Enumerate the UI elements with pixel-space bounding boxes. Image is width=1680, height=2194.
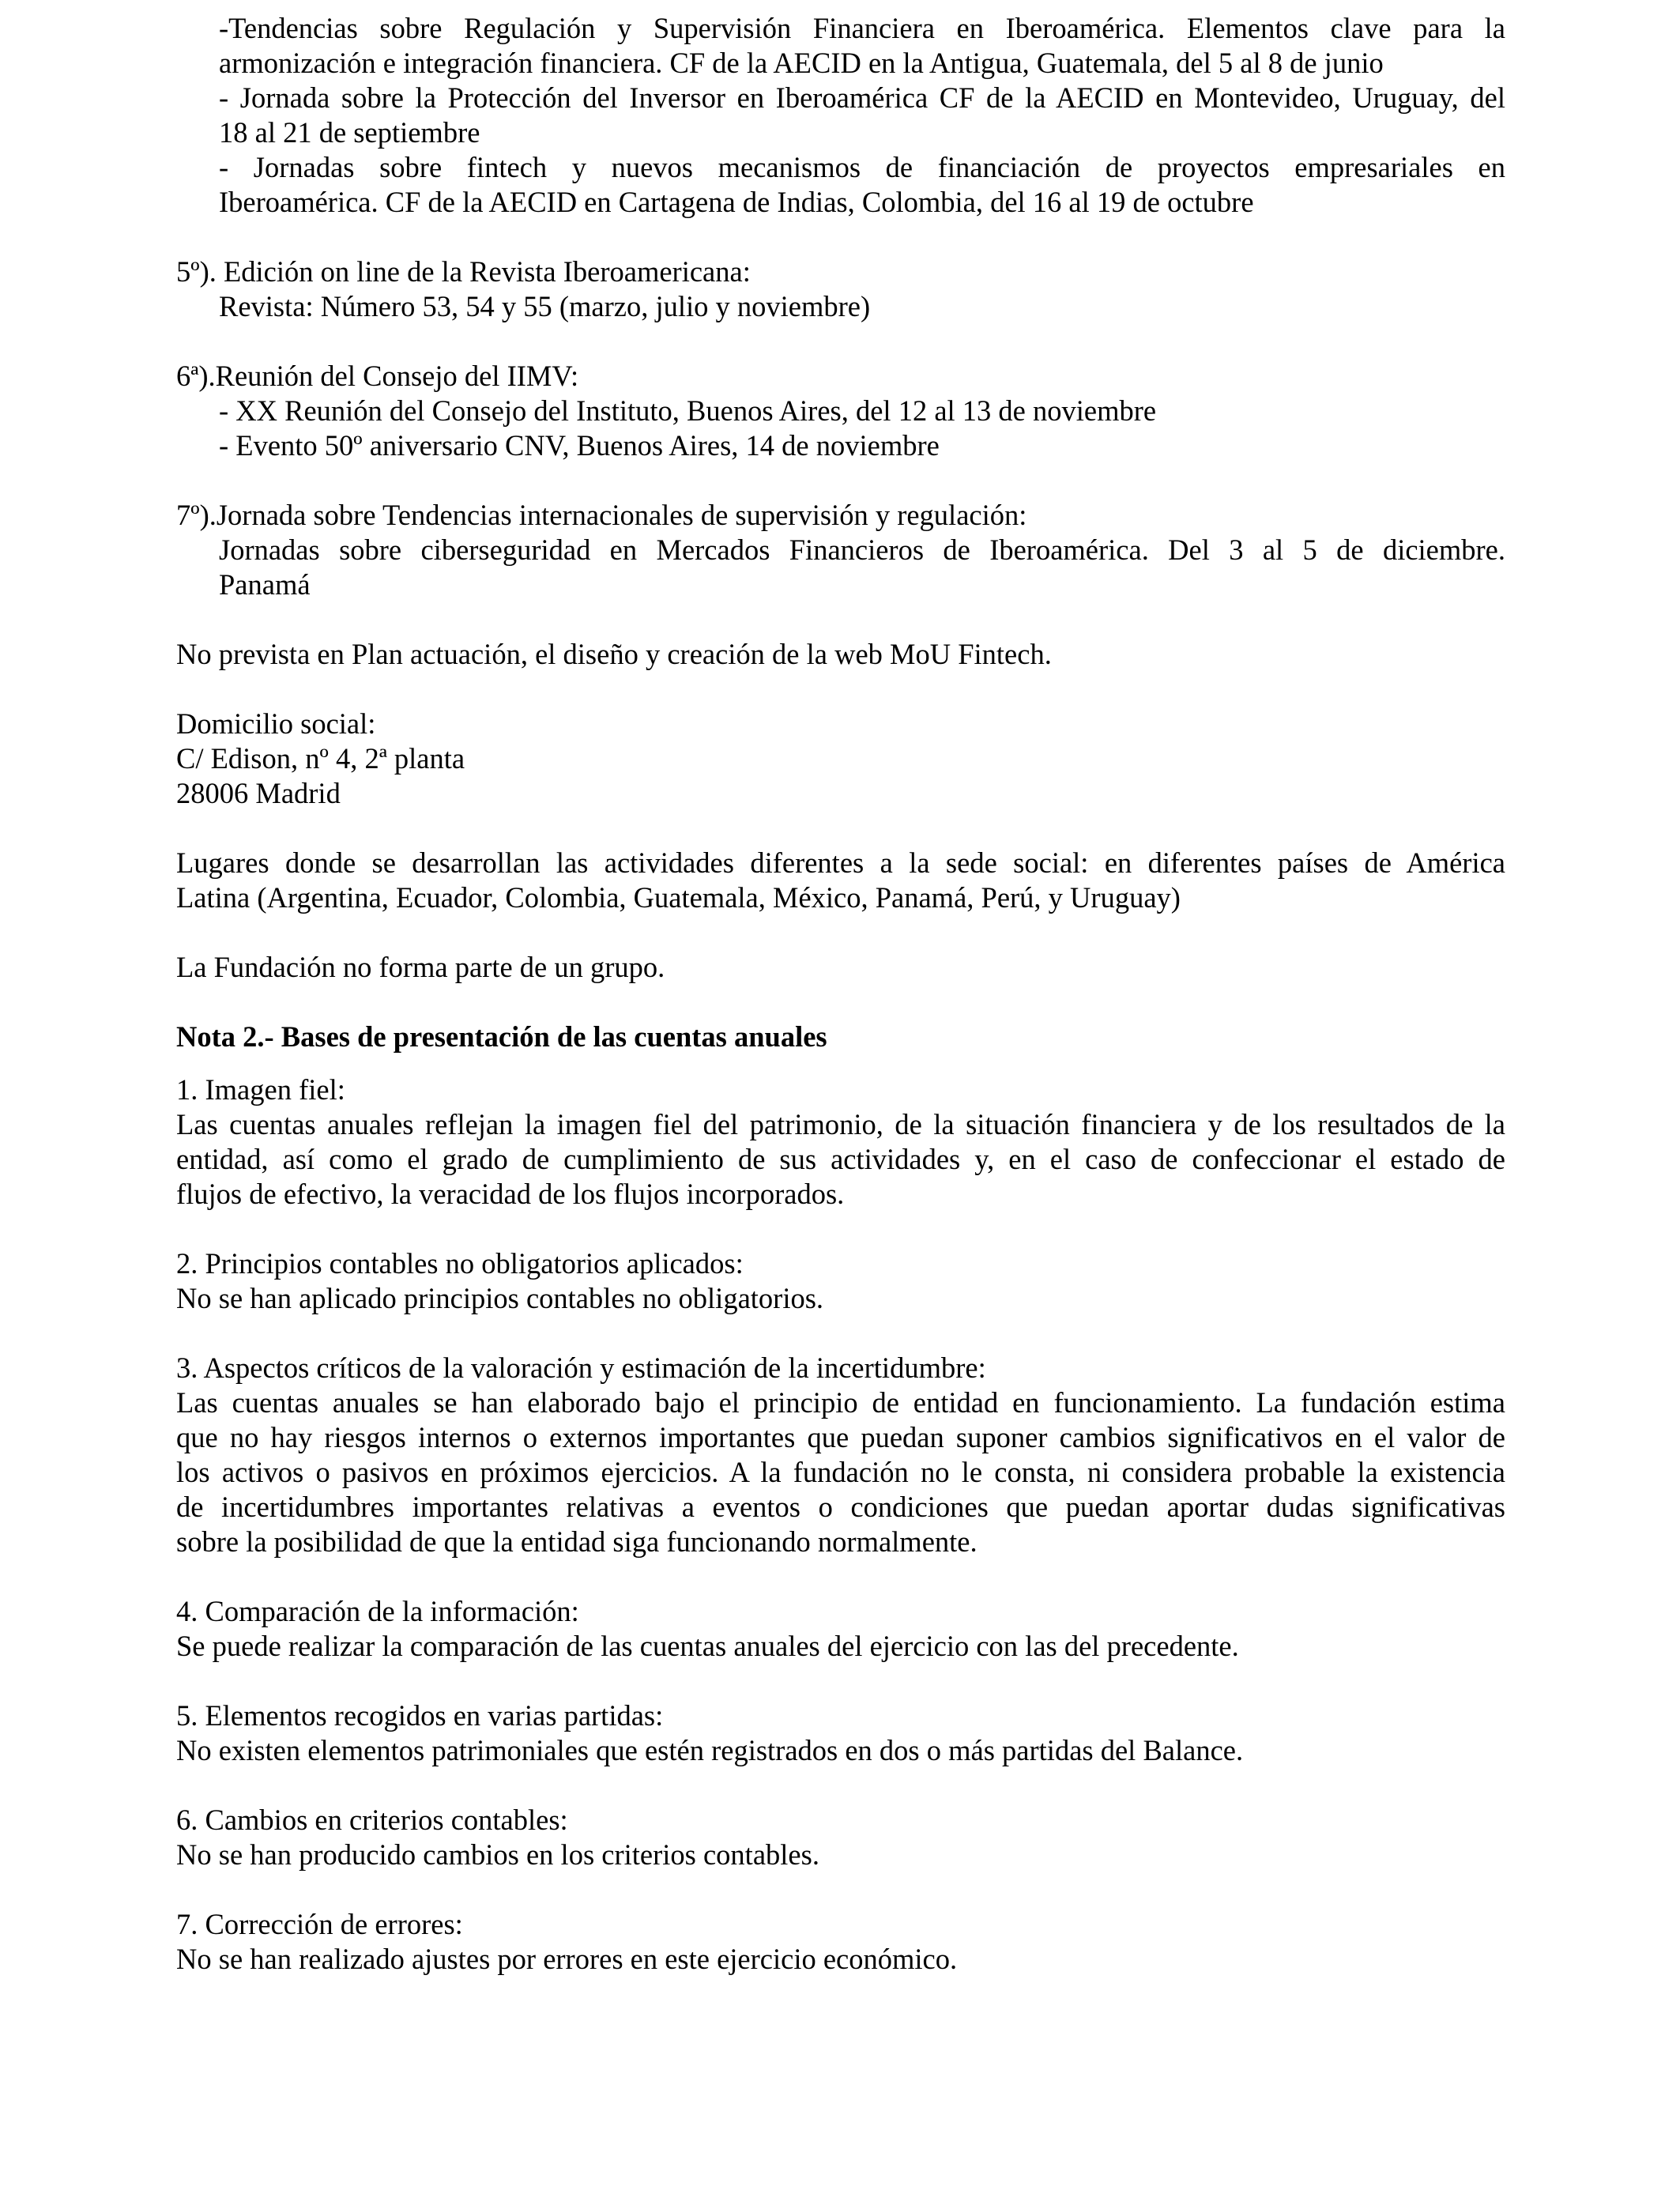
section-text-line: Las cuentas anuales reflejan la imagen fiel del patrimonio, de la situación financiera y de los resultados de la [176,1108,1505,1140]
section-text-line: sobre la posibilidad de que la entidad siga funcionando normalmente. [176,1525,977,1558]
intro-list-line: -Tendencias sobre Regulación y Supervisión Financiera en Iberoamérica. Elementos clave para la [219,12,1505,44]
address-label: Domicilio social: [176,707,376,740]
item6-heading: 6ª).Reunión del Consejo del IIMV: [176,360,579,392]
section-text-line: No se han aplicado principios contables no obligatorios. [176,1282,824,1314]
locations-line: Lugares donde se desarrollan las actividades diferentes a la sede social: en diferentes países de América [176,846,1505,879]
item7-detail: Panamá [219,568,311,601]
intro-list-line: 18 al 21 de septiembre [219,116,480,149]
item7-detail: Jornadas sobre ciberseguridad en Mercados Financieros de Iberoamérica. Del 3 al 5 de diciembre. [219,533,1505,566]
section-text-line: flujos de efectivo, la veracidad de los flujos incorporados. [176,1178,845,1210]
section-heading: 3. Aspectos críticos de la valoración y estimación de la incertidumbre: [176,1351,986,1384]
section-text-line: de incertidumbres importantes relativas a eventos o condiciones que puedan aportar dudas significativas [176,1491,1505,1523]
item5-detail: Revista: Número 53, 54 y 55 (marzo, julio y noviembre) [219,290,871,322]
address-street: C/ Edison, nº 4, 2ª planta [176,742,465,775]
item7-heading: 7º).Jornada sobre Tendencias internacionales de supervisión y regulación: [176,499,1027,531]
item6-detail: - XX Reunión del Consejo del Instituto, Buenos Aires, del 12 al 13 de noviembre [219,394,1157,427]
section-heading: 2. Principios contables no obligatorios aplicados: [176,1247,744,1280]
section-text-line: No se han realizado ajustes por errores en este ejercicio económico. [176,1943,958,1975]
intro-list-line: - Jornadas sobre fintech y nuevos mecanismos de financiación de proyectos empresariales en [219,151,1505,183]
group-statement: La Fundación no forma parte de un grupo. [176,951,665,983]
section-text-line: los activos o pasivos en próximos ejercicios. A la fundación no le consta, ni considera probable la existencia [176,1456,1505,1488]
item6-detail: - Evento 50º aniversario CNV, Buenos Aires, 14 de noviembre [219,429,940,462]
section-text-line: Se puede realizar la comparación de las cuentas anuales del ejercicio con las del precedente. [176,1630,1239,1662]
section-heading: 6. Cambios en criterios contables: [176,1804,568,1836]
locations-line: Latina (Argentina, Ecuador, Colombia, Guatemala, México, Panamá, Perú, y Uruguay) [176,881,1181,914]
section-heading: 1. Imagen fiel: [176,1073,345,1106]
nota2-title: Nota 2.- Bases de presentación de las cuentas anuales [176,1020,827,1053]
section-text-line: Las cuentas anuales se han elaborado bajo el principio de entidad en funcionamiento. La fundación estima [176,1386,1505,1419]
address-city: 28006 Madrid [176,777,341,809]
section-heading: 4. Comparación de la información: [176,1595,579,1627]
section-text-line: No existen elementos patrimoniales que estén registrados en dos o más partidas del Balance. [176,1734,1244,1766]
not-planned-note: No prevista en Plan actuación, el diseño y creación de la web MoU Fintech. [176,638,1052,670]
section-text-line: No se han producido cambios en los criterios contables. [176,1838,819,1871]
section-heading: 5. Elementos recogidos en varias partidas: [176,1699,664,1732]
intro-list-line: armonización e integración financiera. CF de la AECID en la Antigua, Guatemala, del 5 al 8 de junio [219,47,1384,79]
section-heading: 7. Corrección de errores: [176,1908,463,1940]
section-text-line: entidad, así como el grado de cumplimiento de sus actividades y, en el caso de confeccionar el estado de [176,1143,1505,1175]
item5-heading: 5º). Edición on line de la Revista Iberoamericana: [176,255,751,288]
intro-list-line: Iberoamérica. CF de la AECID en Cartagena de Indias, Colombia, del 16 al 19 de octubre [219,186,1254,218]
section-text-line: que no hay riesgos internos o externos importantes que puedan suponer cambios significativos en el valor de [176,1421,1505,1453]
intro-list-line: - Jornada sobre la Protección del Inversor en Iberoamérica CF de la AECID en Montevideo, Uruguay, del [219,81,1505,114]
